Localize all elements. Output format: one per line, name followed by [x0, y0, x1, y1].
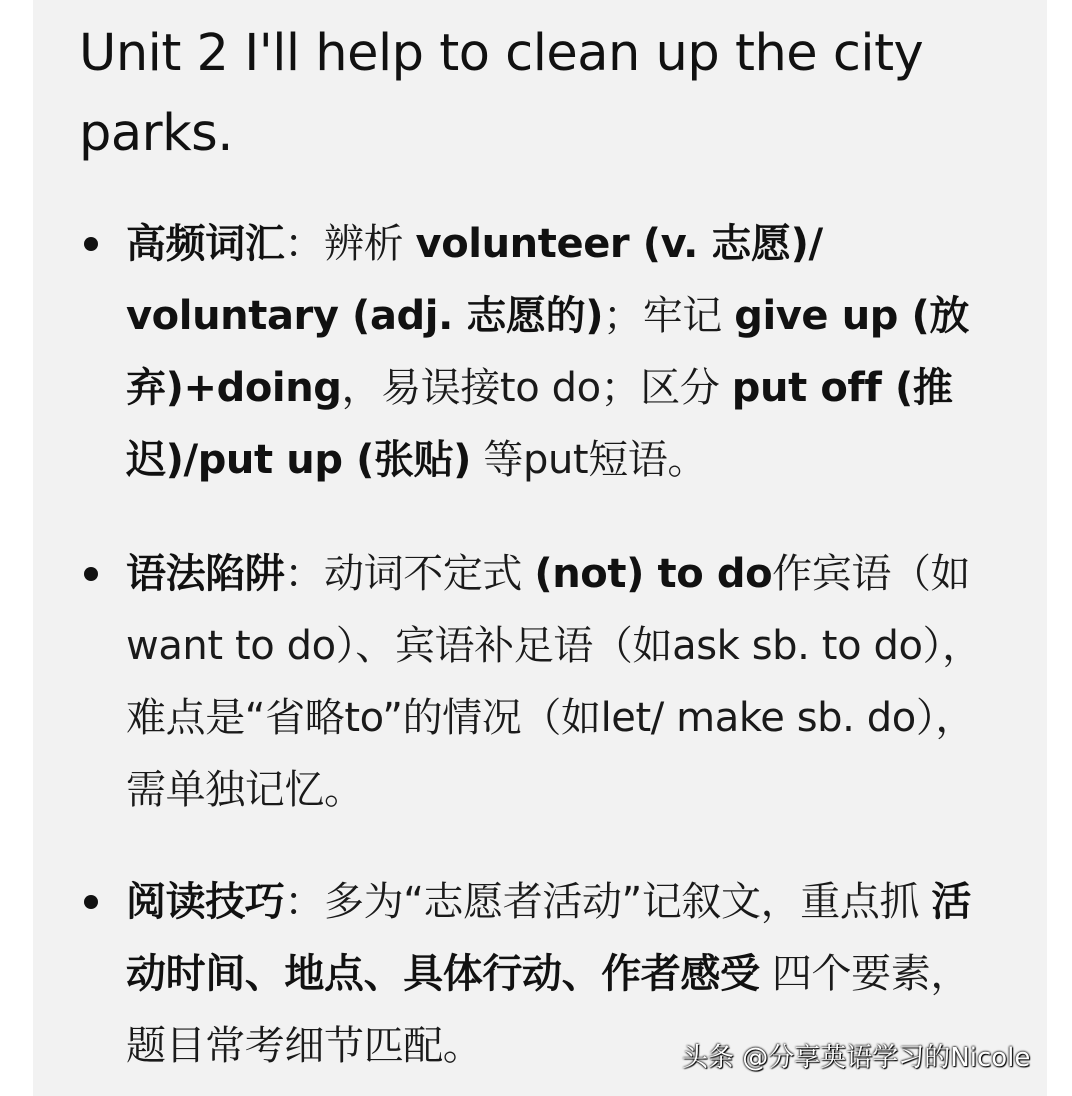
page-title: Unit 2 I'll help to clean up the city parks. — [79, 24, 924, 163]
bullet-colon: ： — [284, 551, 325, 597]
bullet-label: 语法陷阱 — [126, 551, 285, 597]
segment: 等put短语。 — [471, 437, 707, 483]
segment-bold: give up (放弃)+doing — [126, 293, 970, 411]
segment-bold: volunteer (v. 志愿)/ voluntary (adj. 志愿的) — [126, 221, 823, 339]
segment: 多为“志愿者活动”记叙文，重点抓 — [324, 879, 932, 925]
segment-bold: 活动时间、地点、具体行动、作者感受 — [126, 879, 971, 997]
segment-bold: put off (推迟)/put up (张贴) — [126, 365, 953, 483]
segment: 辨析 — [324, 221, 416, 267]
bullet-dot — [84, 895, 98, 909]
segment: ，易误接to do；区分 — [341, 365, 732, 411]
segment: 作宾语（如want to do）、宾语补足语（如ask sb. to do），难点是“省略to”的情况（如let/ make sb. do），需单独记忆。 — [126, 551, 982, 813]
bullet-dot — [84, 237, 98, 251]
segment-bold: (not) to do — [534, 551, 773, 597]
segment: 四个要素，题目常考细节匹配。 — [126, 951, 970, 1069]
segment: 动词不定式 — [324, 551, 535, 597]
bullet-text — [126, 538, 1006, 826]
bullet-colon: ： — [284, 879, 325, 925]
watermark: 头条 @分享英语学习的Nicole — [682, 1043, 1031, 1073]
segment: ；牢记 — [603, 293, 735, 339]
bullet-dot — [84, 567, 98, 581]
bullet-label: 阅读技巧 — [126, 879, 285, 925]
bullet-text — [126, 208, 1006, 496]
bullet-label: 高频词汇 — [126, 221, 285, 267]
bullet-colon: ： — [284, 221, 325, 267]
